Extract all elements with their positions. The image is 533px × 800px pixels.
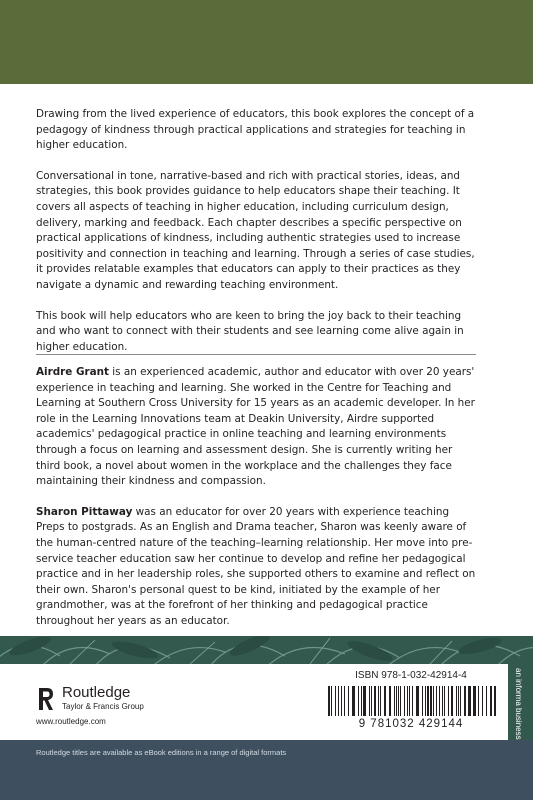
barcode-bar <box>374 686 376 716</box>
barcode-bar <box>456 686 457 716</box>
section-divider <box>36 354 476 355</box>
barcode-bar <box>430 686 432 716</box>
barcode-bar <box>331 686 332 716</box>
publisher-block <box>0 664 533 740</box>
author-name-1: Airdre Grant <box>36 366 109 378</box>
barcode-bar <box>361 686 362 716</box>
barcode-bar <box>416 686 419 716</box>
barcode-bar <box>409 686 410 716</box>
barcode-bar <box>335 686 336 716</box>
barcode-bar <box>425 686 426 716</box>
barcode-bar <box>464 686 466 716</box>
barcode-bar <box>371 686 372 716</box>
publisher-url: www.routledge.com <box>36 717 106 726</box>
barcode-bar <box>436 686 437 716</box>
isbn-barcode <box>316 664 506 740</box>
barcode-bar <box>478 686 479 716</box>
barcode-bar <box>341 686 342 716</box>
barcode-bar <box>422 686 423 716</box>
barcode-bar <box>328 686 330 716</box>
description-paragraph-1: Drawing from the lived experience of educators, this book explores the concept of a pedagogy of kindness through practical applications and strategies for teaching in higher education. <box>36 108 475 152</box>
routledge-logo-icon <box>36 686 56 712</box>
barcode-bar <box>427 686 429 716</box>
leaf-pattern-graphic <box>0 636 533 664</box>
barcode-bar <box>348 686 349 716</box>
barcode-bar <box>400 686 401 716</box>
barcode-bar <box>494 686 496 716</box>
author-name-2: Sharon Pittaway <box>36 505 133 518</box>
barcode-bar <box>460 686 461 716</box>
author-bio-2-text: was an educator for over 20 years with experience teaching Preps to postgrads. As an English and Drama teacher, Sharon was keenly aware of the human-centred nature of the teaching–learning relationship. Her move into pre-service teacher education saw her continue to develop and refine her pedagogical practice and in her leadership roles, she supported others to examine and reflect on their own. Sharon's personal quest to be kind, initiated by the example of her grandmother, was at the forefront of her thinking and pedagogical practice throughout her years as an educator. <box>36 505 476 627</box>
barcode-bar <box>380 686 381 716</box>
barcode-bar <box>344 686 345 716</box>
barcode-bar <box>451 686 453 716</box>
description-paragraph-2: Conversational in tone, narrative-based and rich with practical stories, ideas, and strategies, this book provides guidance to help educators shape their teaching. It covers all aspects of teaching in higher education, including curriculum design, delivery, marking and feedback. Each chapter describes a specific perspective on practical applications of kindness, including authentic strategies used to increase positivity and connection in teaching and learning. Through a series of case studies, it provides relatable examples that educators can apply to their practices as they navigate a dynamic and rewarding teaching environment. <box>36 169 475 291</box>
barcode-bar <box>473 686 476 716</box>
book-description <box>36 107 476 370</box>
description-paragraph-3: This book will help educators who are keen to bring the joy back to their teaching and who want to connect with their students and see learning come alive again in higher education. <box>36 309 464 353</box>
barcode-bar <box>363 686 366 716</box>
ebook-note: Routledge titles are available as eBook editions in a range of digital formats <box>36 748 287 757</box>
top-color-band <box>0 0 533 84</box>
barcode-bar <box>448 686 449 716</box>
barcode-bar <box>458 686 459 716</box>
barcode-bar <box>490 686 492 716</box>
leaf-pattern-band <box>0 636 533 664</box>
barcode-digits: 9 781032 429144 <box>358 718 464 730</box>
barcode-bar <box>389 686 391 716</box>
author-bios <box>36 365 476 645</box>
barcode-bar <box>338 686 339 716</box>
publisher-group: Taylor & Francis Group <box>62 702 144 711</box>
barcode-bar <box>404 686 405 716</box>
publisher-name: Routledge <box>62 684 131 701</box>
author-bio-2 <box>36 505 476 630</box>
barcode-bar <box>442 686 443 716</box>
barcode-bar <box>384 686 386 716</box>
informa-note: an informa business <box>514 668 523 740</box>
barcode-bar <box>444 686 445 716</box>
barcode-bar <box>486 686 487 716</box>
informa-side-strip <box>508 664 533 740</box>
author-bio-1-text: is an experienced academic, author and educator with over 20 years' experience in teaching and learning. She worked in the Centre for Teaching and Learning at Southern Cross University for 15 years as an academic developer. In her role in the Learning Innovations team at Deakin University, Airdre supported academics' pedagogical practice in online teaching and learning environments through a focus on learning and assessment design. She is currently writing her third book, a novel about women in the workplace and the challenges they face maintaining their kindness and compassion. <box>36 366 475 488</box>
barcode-bar <box>398 686 399 716</box>
barcode-bar <box>482 686 483 716</box>
barcode-bar <box>394 686 395 716</box>
author-bio-1 <box>36 365 476 490</box>
barcode-bar <box>369 686 370 716</box>
footer-band <box>0 740 533 800</box>
barcode-bar <box>407 686 408 716</box>
barcode-bar <box>396 686 397 716</box>
barcode-bar <box>433 686 434 716</box>
barcode-graphic <box>320 686 502 718</box>
barcode-bar <box>412 686 413 716</box>
barcode-bar <box>378 686 379 716</box>
barcode-bar <box>358 686 359 716</box>
isbn-label: ISBN 978-1-032-42914-4 <box>355 670 467 681</box>
barcode-bar <box>352 686 355 716</box>
barcode-bar <box>439 686 440 716</box>
barcode-bar <box>468 686 471 716</box>
